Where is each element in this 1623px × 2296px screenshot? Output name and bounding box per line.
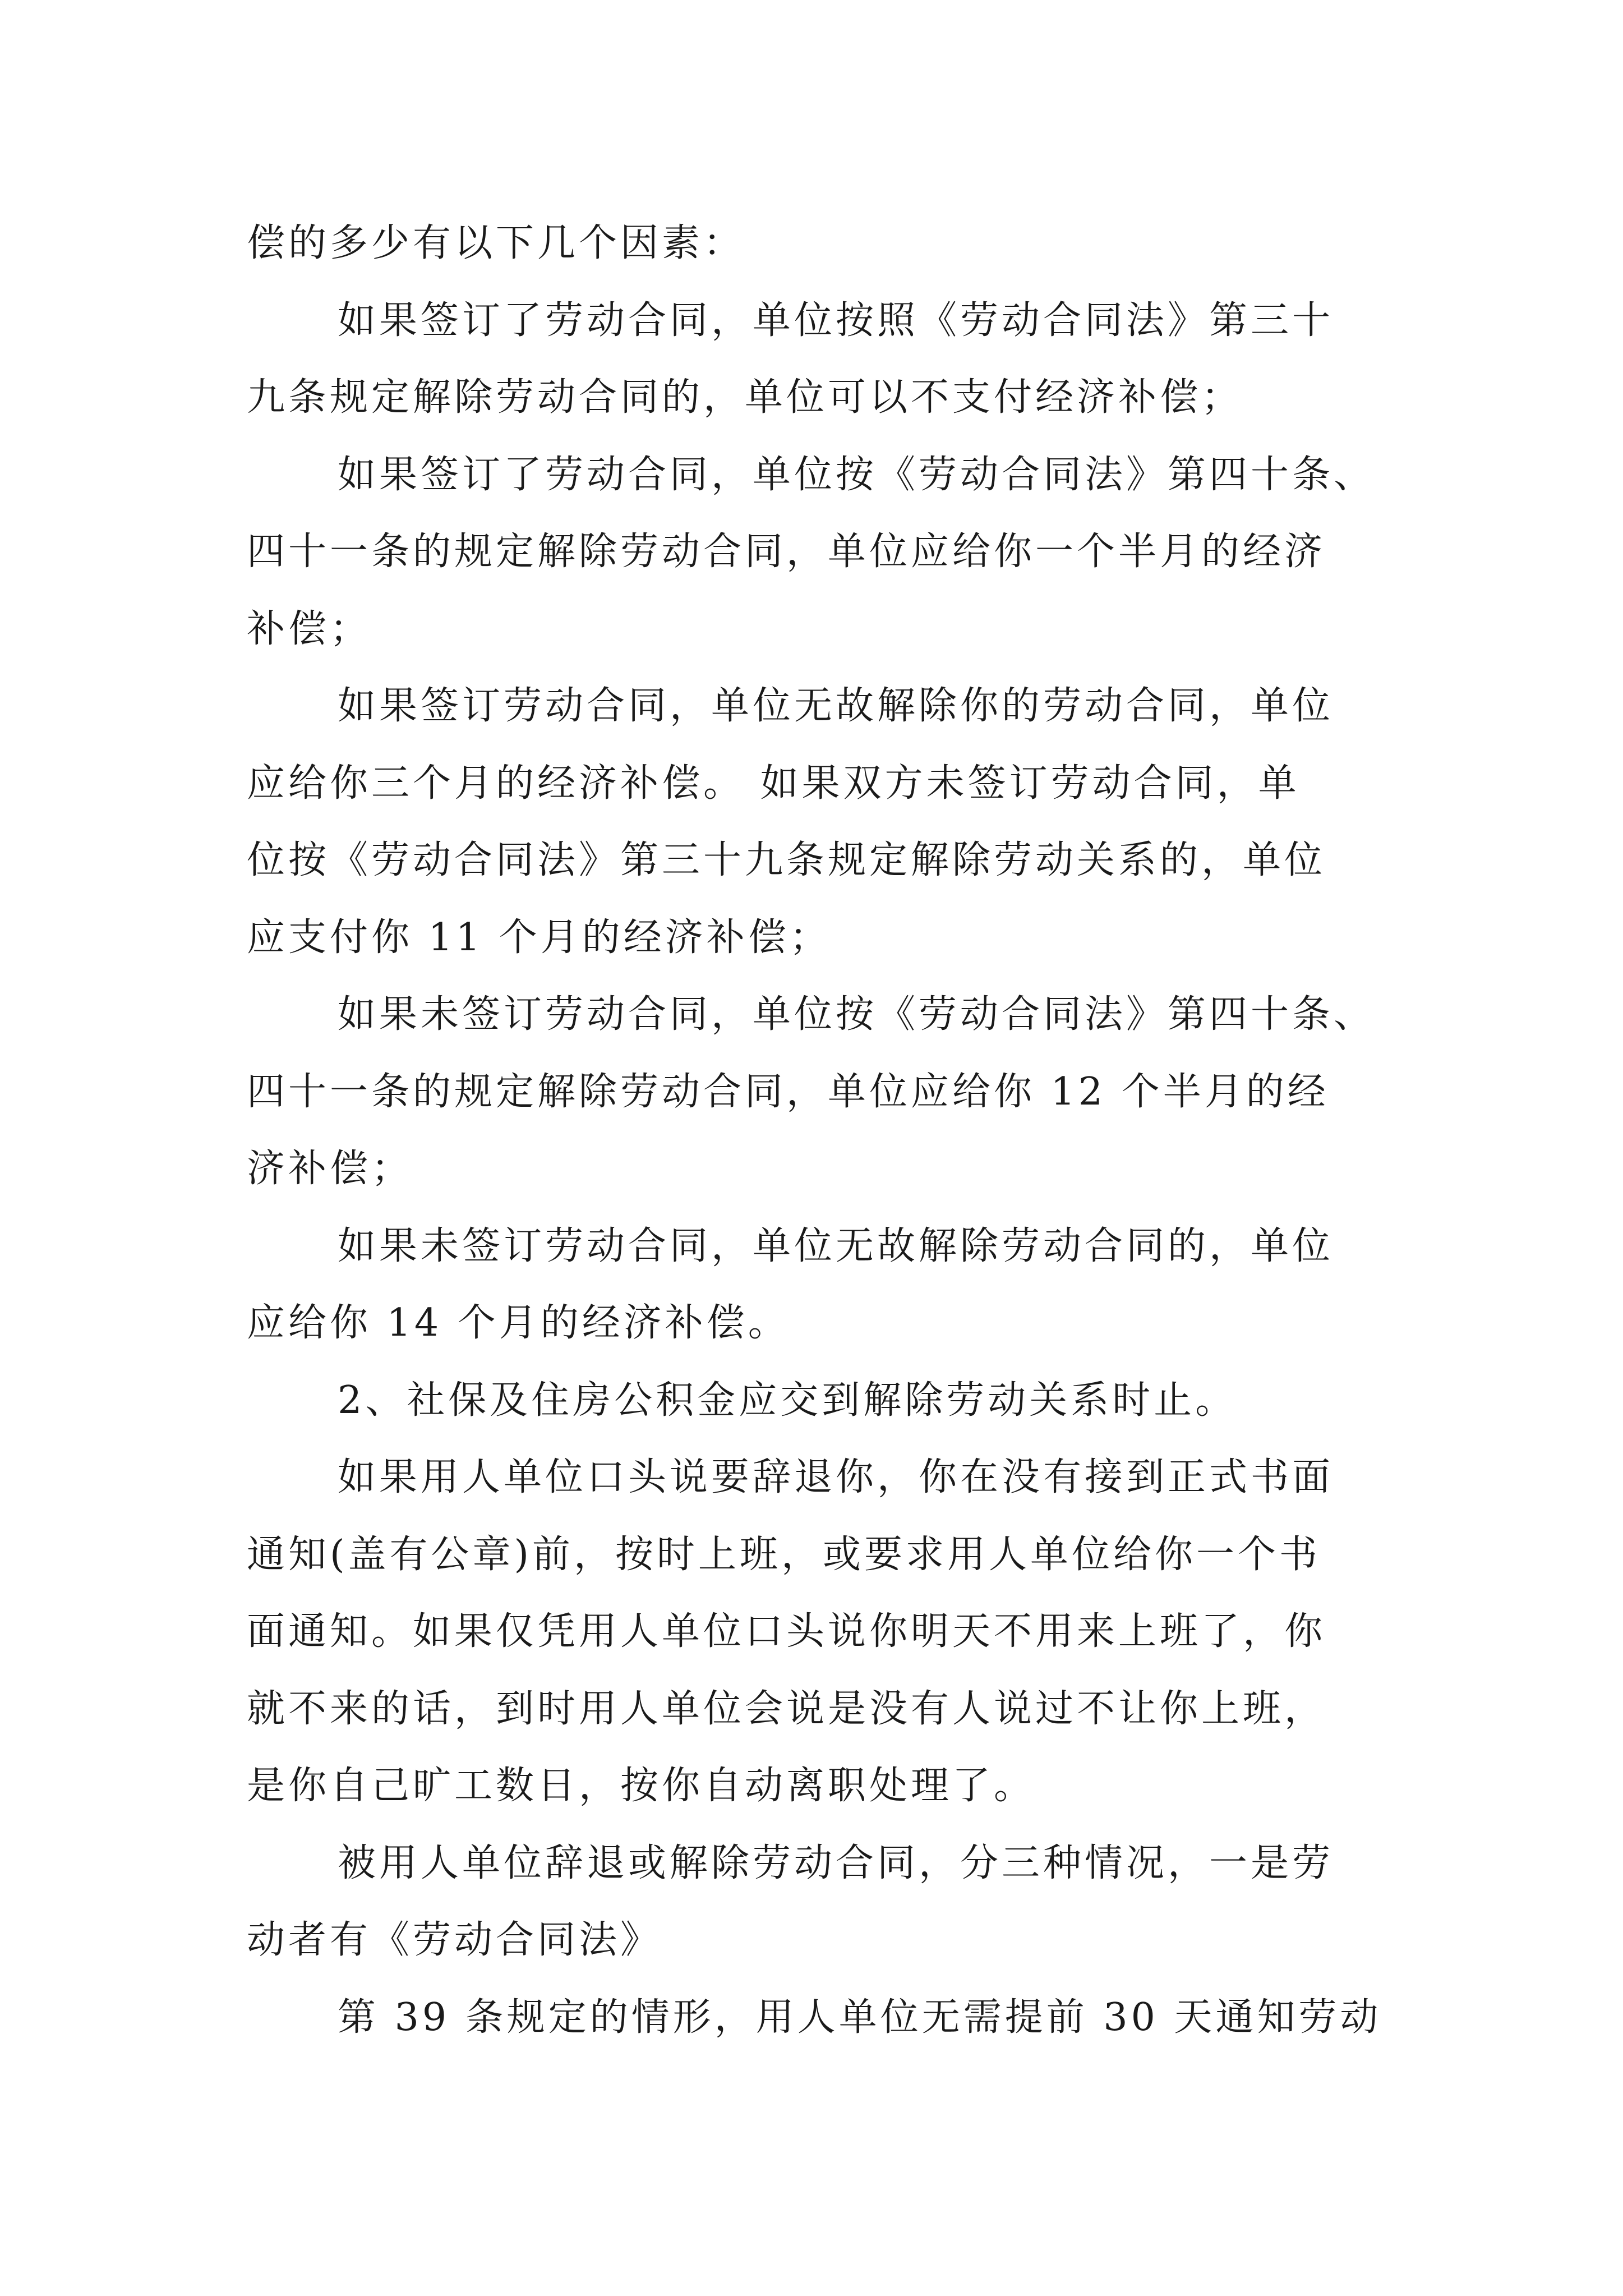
paragraph-8 — [247, 1439, 1382, 1825]
text-line: 通知(盖有公章)前，按时上班，或要求用人单位给你一个书 — [247, 1532, 1321, 1577]
text-line: 是你自己旷工数日，按你自动离职处理了。 — [247, 1764, 1036, 1808]
text-line: 应给你三个月的经济补偿。 如果双方未签订劳动合同，单 — [247, 761, 1300, 806]
text-line: 如果签订了劳动合同，单位按照《劳动合同法》第三十 — [338, 298, 1334, 343]
text-line: 位按《劳动合同法》第三十九条规定解除劳动关系的，单位 — [247, 838, 1326, 882]
text-line: 应支付你 11 个月的经济补偿； — [247, 915, 831, 960]
paragraph-7 — [247, 1362, 1382, 1439]
text-line: 补偿； — [247, 606, 372, 651]
text-line: 如果签订了劳动合同，单位按《劳动合同法》第四十条、 — [338, 452, 1376, 497]
text-line: 第 39 条规定的情形，用人单位无需提前 30 天通知劳动 — [338, 1995, 1382, 2040]
text-line: 如果签订劳动合同，单位无故解除你的劳动合同，单位 — [338, 684, 1334, 728]
paragraph-4 — [247, 668, 1382, 976]
text-line: 如果用人单位口头说要辞退你，你在没有接到正式书面 — [338, 1455, 1334, 1499]
text-line: 四十一条的规定解除劳动合同，单位应给你 12 个半月的经 — [247, 1069, 1329, 1114]
text-line: 九条规定解除劳动合同的，单位可以不支付经济补偿； — [247, 375, 1243, 420]
text-line: 2、社保及住房公积金应交到解除劳动关系时止。 — [338, 1378, 1237, 1423]
text-line: 如果未签订劳动合同，单位无故解除劳动合同的，单位 — [338, 1223, 1334, 1268]
paragraph-6 — [247, 1208, 1382, 1362]
paragraph-9 — [247, 1825, 1382, 1979]
text-line: 济补偿； — [247, 1147, 413, 1191]
paragraph-3 — [247, 436, 1382, 668]
paragraph-1 — [247, 205, 1382, 282]
text-line: 如果未签订劳动合同，单位按《劳动合同法》第四十条、 — [338, 992, 1376, 1037]
document-body — [247, 205, 1382, 2056]
text-line: 应给你 14 个月的经济补偿。 — [247, 1301, 790, 1345]
paragraph-5 — [247, 976, 1382, 1208]
text-line: 四十一条的规定解除劳动合同，单位应给你一个半月的经济 — [247, 530, 1326, 574]
text-line: 面通知。如果仅凭用人单位口头说你明天不用来上班了，你 — [247, 1609, 1326, 1654]
text-line: 偿的多少有以下几个因素： — [247, 221, 745, 265]
text-line: 被用人单位辞退或解除劳动合同，分三种情况，一是劳 — [338, 1841, 1334, 1885]
paragraph-10 — [247, 1979, 1382, 2056]
text-line: 就不来的话，到时用人单位会说是没有人说过不让你上班， — [247, 1686, 1326, 1731]
text-line: 动者有《劳动合同法》 — [247, 1918, 662, 1962]
paragraph-2 — [247, 282, 1382, 436]
